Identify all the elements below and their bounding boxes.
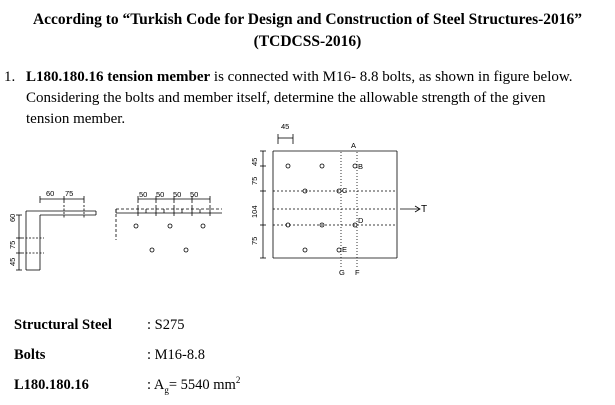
point-a-label: A	[351, 141, 357, 150]
plate-dim-45-top: 45	[281, 122, 290, 131]
angle-dim-75: 75	[65, 189, 74, 198]
point-g-label: G	[339, 268, 345, 277]
plate-dim-104: 104	[250, 205, 259, 218]
prop-label-steel: Structural Steel	[14, 317, 112, 333]
problem-number: 1.	[4, 69, 16, 85]
angle-dim-left-75: 75	[8, 240, 17, 249]
plate-dim-45: 45	[250, 157, 259, 166]
prop-value-steel: : S275	[147, 317, 185, 333]
point-b-label: B	[358, 162, 364, 171]
prop-value-member: : $A_g= 5540$ $mm^2$	[147, 375, 241, 395]
point-c-label: C	[342, 186, 348, 195]
prop-label-member: L180.180.16	[14, 377, 89, 393]
angle-section	[16, 196, 96, 270]
point-f-label: F	[355, 268, 360, 277]
leg-view	[116, 196, 222, 252]
angle-dim-left-45: 45	[8, 257, 17, 266]
problem-text-line3: tension member.	[26, 111, 126, 127]
leg-dim-50-2: 50	[156, 190, 165, 199]
plate-dim-75-a: 75	[250, 176, 259, 185]
problem-text-line1: is connected with M16- 8.8 bolts, as shown in figure below.	[210, 69, 573, 85]
angle-dim-60: 60	[46, 189, 55, 198]
leg-dim-50-1: 50	[139, 190, 148, 199]
prop-value-bolts: : M16-8.8	[147, 347, 205, 363]
plate-view	[260, 134, 420, 268]
prop-label-bolts: Bolts	[14, 347, 46, 363]
header-title-line1: According to “Turkish Code for Design and Construction of Steel Structures-2016”	[32, 11, 583, 28]
header-title-line2: (TCDCSS-2016)	[253, 33, 362, 50]
problem-text-line2: Considering the bolts and member itself, determine the allowable strength of the given	[26, 90, 546, 106]
angle-dim-left-60: 60	[8, 213, 17, 222]
leg-dim-50-3: 50	[173, 190, 182, 199]
problem-member: L180.180.16 tension member	[26, 69, 211, 85]
point-e-label: E	[342, 245, 348, 254]
point-d-label: D	[358, 216, 364, 225]
leg-dim-50-4: 50	[190, 190, 199, 199]
plate-dim-75-b: 75	[250, 236, 259, 245]
load-t-label: T	[421, 204, 428, 215]
